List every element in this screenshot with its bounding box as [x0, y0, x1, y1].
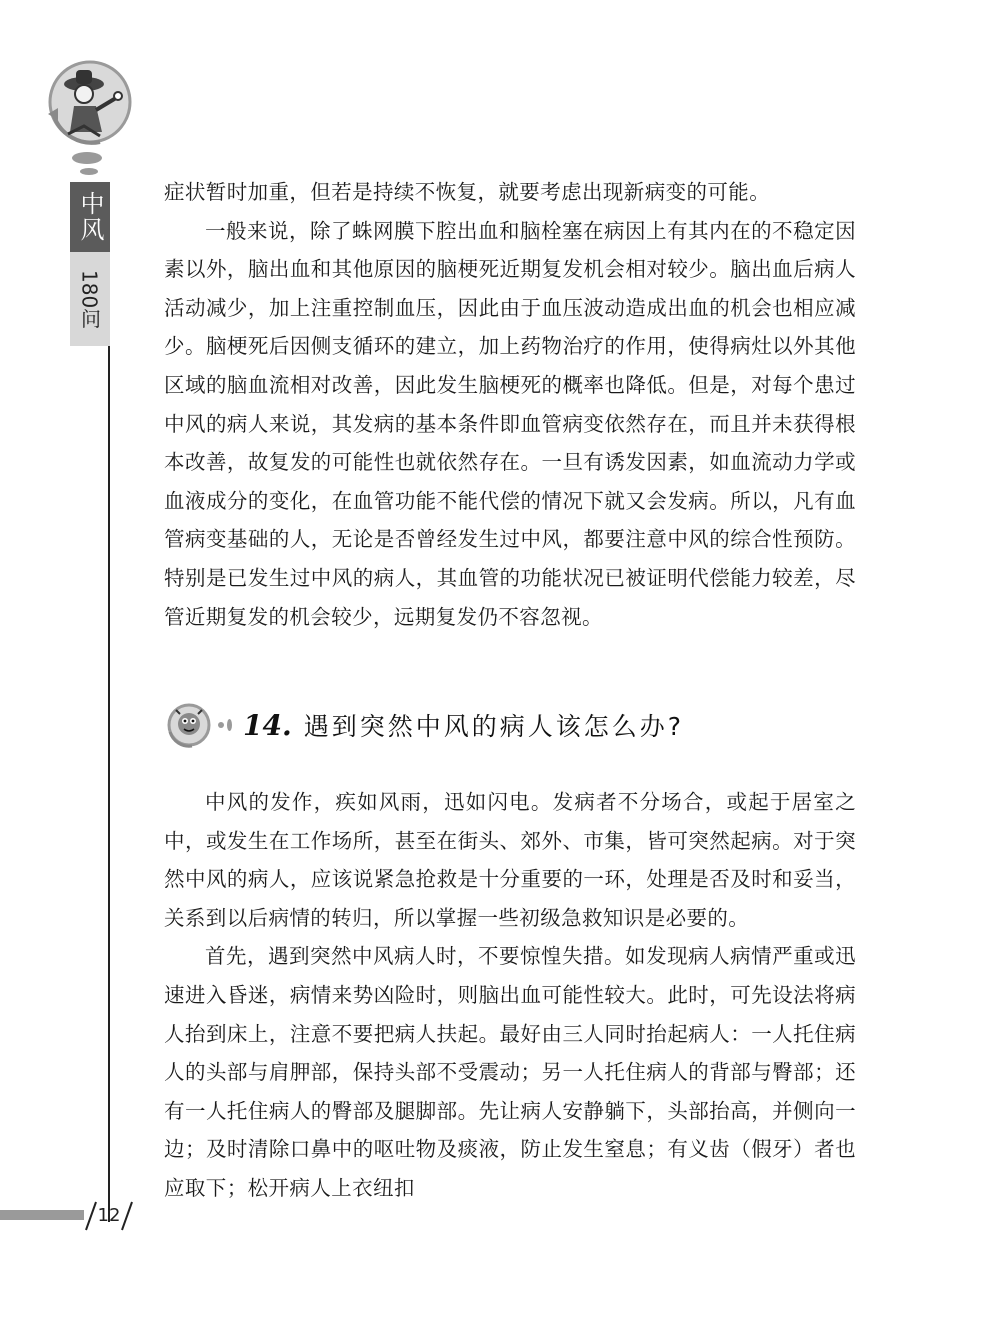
- cartoon-doctor-logo-icon: [40, 56, 136, 152]
- paragraph: 症状暂时加重，但若是持续不恢复，就要考虑出现新病变的可能。: [164, 180, 771, 204]
- cartoon-face-icon: [164, 700, 214, 750]
- page-number-bar: [0, 1210, 84, 1220]
- book-subtitle-tab: 180问: [70, 252, 110, 346]
- page-number: 12: [97, 1204, 121, 1226]
- body-text-section-2: [164, 783, 856, 1208]
- question-number: 14.: [243, 708, 292, 742]
- body-text-section-1: [164, 173, 856, 636]
- decor-dot-small: [80, 168, 98, 175]
- book-title-tab: 中风: [70, 182, 110, 252]
- heading-dots: [218, 719, 235, 731]
- paragraph: 一般来说，除了蛛网膜下腔出血和脑栓塞在病因上有其内在的不稳定因素以外，脑出血和其他原因的脑梗死近期复发机会相对较少。脑出血后病人活动减少，加上注重控制血压，因此由于血压波动造成出血的机会也相应减少。脑梗死后因侧支循环的建立，加上药物治疗的作用，使得病灶以外其他区域的脑血流相对改善，因此发生脑梗死的概率也降低。但是，对每个患过中风的病人来说，其发病的基本条件即血管病变依然存在，而且并未获得根本改善，故复发的可能性也就依然存在。一旦有诱发因素，如血流动力学或血液成分的变化，在血管功能不能代偿的情况下就又会发病。所以，凡有血管病变基础的人，无论是否曾经发生过中风，都要注意中风的综合性预防。特别是已发生过中风的病人，其血管的功能状况已被证明代偿能力较差，尽管近期复发的机会较少，远期复发仍不容忽视。: [164, 218, 856, 629]
- decor-dot-large: [72, 152, 102, 164]
- paragraph: 首先，遇到突然中风病人时，不要惊惶失措。如发现病人病情严重或迅速进入昏迷，病情来势凶险时，则脑出血可能性较大。此时，可先设法将病人抬到床上，注意不要把病人扶起。最好由三人同时抬起病人：一人托住病人的头部与肩胛部，保持头部不受震动；另一人托住病人的背部与臀部；还有一人托住病人的臀部及腿脚部。先让病人安静躺下，头部抬高，并侧向一边；及时清除口鼻中的呕吐物及痰液，防止发生窒息；有义齿（假牙）者也应取下；松开病人上衣纽扣: [164, 944, 856, 1200]
- paragraph: 中风的发作，疾如风雨，迅如闪电。发病者不分场合，或起于居室之中，或发生在工作场所，甚至在街头、郊外、市集，皆可突然起病。对于突然中风的病人，应该说紧急抢救是十分重要的一环，处理是否及时和妥当，关系到以后病情的转归，所以掌握一些初级急救知识是必要的。: [164, 790, 856, 930]
- question-title: 遇到突然中风的病人该怎么办?: [303, 712, 684, 741]
- question-heading: [164, 700, 684, 750]
